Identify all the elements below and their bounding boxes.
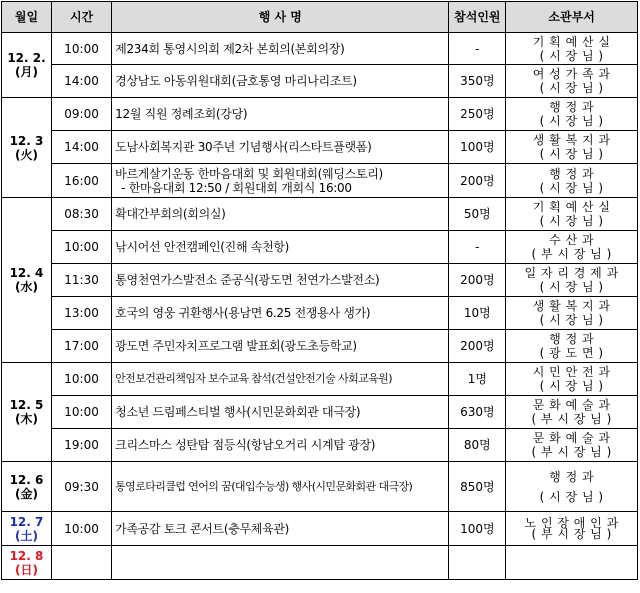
table-row [2,264,638,297]
header-event: 행 사 명 [112,2,449,33]
count-cell: 200명 [449,330,506,363]
day-cell [2,363,52,462]
day-weekday: (水) [14,280,38,294]
event-subtitle: - 한마음대회 12:50 / 회원대회 개회식 16:00 [121,180,352,195]
time-cell: 10:00 [51,231,111,264]
dept-cell [506,330,638,363]
dept-name: 행 정 과 [549,100,595,114]
time-cell: 10:00 [51,396,111,429]
dept-cell [506,231,638,264]
dept-cell [506,131,638,164]
count-cell: 850명 [449,462,506,512]
dept-name: 문 화 예 술 과 [532,398,611,412]
empty-cell [51,546,111,580]
dept-name: 일 자 리 경 제 과 [524,266,619,280]
day-date: 12. 2. [7,51,46,65]
header-time: 시간 [51,2,111,33]
event-cell: 청소년 드림페스티벌 행사(시민문화회관 대극장) [112,396,449,429]
dept-name: 기 획 예 산 실 [532,34,611,49]
time-cell: 13:00 [51,297,111,330]
event-cell: 도남사회복지관 30주년 기념행사(리스타트플랫폼) [112,131,449,164]
dept-cell [506,65,638,98]
time-cell: 08:30 [51,198,111,231]
time-cell: 17:00 [51,330,111,363]
count-cell: 350명 [449,65,506,98]
count-cell: - [449,33,506,65]
table-row [2,231,638,264]
time-cell: 14:00 [51,65,111,98]
table-row [2,546,638,580]
day-date: 12. 7 [9,514,44,529]
schedule-table [1,1,638,580]
table-row [2,330,638,363]
table-row [2,396,638,429]
day-weekday: (火) [14,147,38,162]
dept-name: 시 민 안 전 과 [532,365,611,379]
empty-cell [449,546,506,580]
empty-cell [112,546,449,580]
count-cell: - [449,231,506,264]
time-cell: 11:30 [51,264,111,297]
event-cell: 제234회 통영시의회 제2차 본회의(본회의장) [112,33,449,65]
dept-cell [506,512,638,546]
dept-cell [506,363,638,396]
table-row [2,512,638,546]
event-cell: 가족공감 토크 콘서트(충무체육관) [112,512,449,546]
dept-owner: ( 부 시 장 님 ) [531,412,612,426]
header-dept: 소관부서 [506,2,638,33]
table-row [2,363,638,396]
count-cell: 200명 [449,164,506,198]
event-cell [112,164,449,198]
empty-cell [506,546,638,580]
time-cell: 10:00 [51,363,111,396]
dept-name: 행 정 과 [549,469,595,484]
dept-name: 생 활 복 지 과 [532,133,611,147]
event-title: 바르게살기운동 한마음대회 및 회원대회(웨딩스토리) [115,166,383,181]
day-cell [2,33,52,98]
header-day: 월일 [2,2,52,33]
day-cell [2,512,52,546]
dept-cell [506,429,638,462]
event-cell: 낚시어선 안전캠페인(진해 속천항) [112,231,449,264]
dept-owner: ( 시 장 님 ) [539,489,604,504]
table-row [2,164,638,198]
count-cell: 80명 [449,429,506,462]
dept-name: 수 산 과 [549,233,595,247]
event-cell: 크리스마스 성탄탑 점등식(항남오거리 시계탑 광장) [112,429,449,462]
dept-cell [506,396,638,429]
count-cell: 200명 [449,264,506,297]
dept-owner: ( 부 시 장 님 ) [531,247,612,261]
dept-name: 행 정 과 [549,166,595,181]
day-cell [2,198,52,363]
dept-cell [506,297,638,330]
dept-owner: ( 시 장 님 ) [539,114,604,128]
dept-cell [506,198,638,231]
count-cell: 1명 [449,363,506,396]
count-cell: 630명 [449,396,506,429]
dept-owner: ( 시 장 님 ) [539,81,604,95]
dept-name: 행 정 과 [549,332,595,346]
day-date: 12. 8 [9,548,44,563]
table-row [2,131,638,164]
time-cell: 19:00 [51,429,111,462]
dept-name: 노 인 장 애 인 과 [524,515,619,530]
dept-name: 기 획 예 산 실 [532,200,611,214]
day-weekday: (土) [14,528,38,543]
day-cell [2,98,52,198]
dept-owner: ( 시 장 님 ) [539,147,604,161]
event-cell: 경상남도 아동위원대회(금호통영 마리나리조트) [112,65,449,98]
table-row [2,33,638,65]
day-cell [2,546,52,580]
event-cell: 통영로타리클럽 연어의 꿈(대입수능생) 행사(시민문화회관 대극장) [112,462,449,512]
dept-cell [506,264,638,297]
table-row [2,297,638,330]
count-cell: 100명 [449,131,506,164]
day-date: 12. 5 [9,398,44,412]
dept-owner: ( 시 장 님 ) [539,379,604,393]
dept-owner: ( 시 장 님 ) [539,280,604,294]
event-cell: 12월 직원 정례조회(강당) [112,98,449,131]
time-cell: 10:00 [51,33,111,65]
dept-owner: ( 시 장 님 ) [539,48,604,63]
day-date: 12. 4 [9,266,44,280]
time-cell: 09:30 [51,462,111,512]
dept-owner: ( 부 시 장 님 ) [531,445,612,459]
dept-cell [506,462,638,512]
table-row [2,198,638,231]
dept-cell [506,33,638,65]
dept-name: 문 화 예 술 과 [532,431,611,445]
count-cell: 10명 [449,297,506,330]
table-header-row [2,2,638,33]
dept-name: 생 활 복 지 과 [532,299,611,313]
day-cell [2,462,52,512]
event-cell: 광도면 주민자치프로그램 발표회(광도초등학교) [112,330,449,363]
time-cell: 16:00 [51,164,111,198]
day-weekday: (月) [14,65,38,79]
day-weekday: (金) [14,486,38,501]
event-cell: 안전보건관리책임자 보수교육 참석(건설안전기술 사회교육원) [112,363,449,396]
event-cell: 확대간부회의(회의실) [112,198,449,231]
count-cell: 50명 [449,198,506,231]
time-cell: 10:00 [51,512,111,546]
time-cell: 14:00 [51,131,111,164]
dept-owner: ( 시 장 님 ) [539,180,604,195]
dept-name: 여 성 가 족 과 [532,67,611,81]
day-weekday: (日) [14,562,38,577]
dept-cell [506,98,638,131]
day-date: 12. 3 [9,133,44,148]
time-cell: 09:00 [51,98,111,131]
dept-owner: ( 광 도 면 ) [539,346,604,360]
dept-cell [506,164,638,198]
dept-owner: ( 시 장 님 ) [539,313,604,327]
day-date: 12. 6 [9,472,44,487]
table-row [2,98,638,131]
event-cell: 호국의 영웅 귀환행사(용남면 6.25 전쟁용사 생가) [112,297,449,330]
header-count: 참석인원 [449,2,506,33]
table-row [2,462,638,512]
day-weekday: (木) [14,412,38,426]
dept-owner: ( 부 시 장 님 ) [531,526,612,541]
dept-owner: ( 시 장 님 ) [539,214,604,228]
count-cell: 250명 [449,98,506,131]
table-row [2,65,638,98]
count-cell: 100명 [449,512,506,546]
table-row [2,429,638,462]
event-cell: 통영천연가스발전소 준공식(광도면 천연가스발전소) [112,264,449,297]
